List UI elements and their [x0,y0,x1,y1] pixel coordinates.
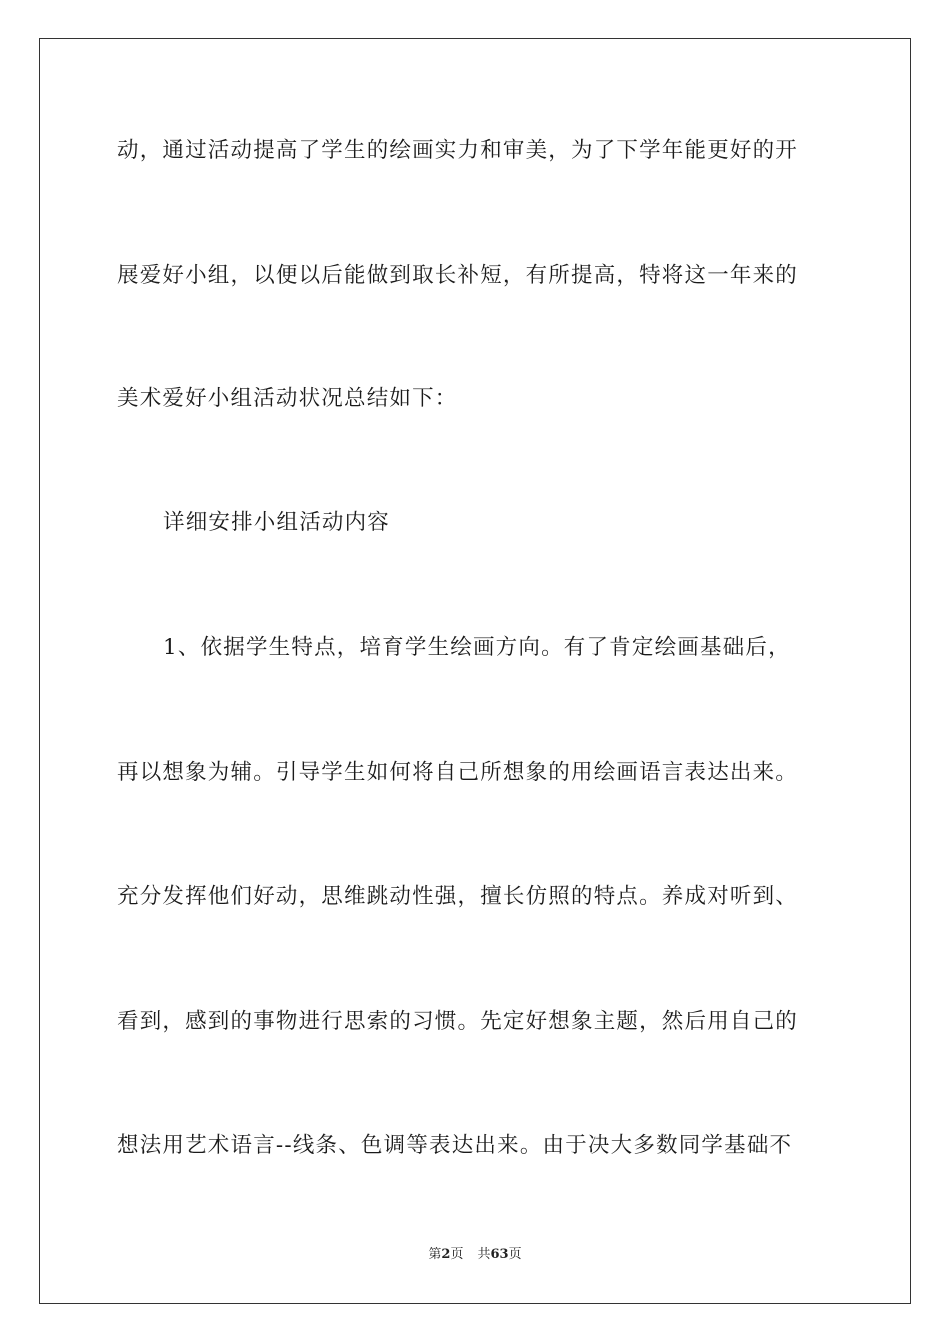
page-number: 2 [441,1247,451,1262]
body-line: 再以想象为辅。引导学生如何将自己所想象的用绘画语言表达出来。 [117,760,799,785]
total-pages: 63 [490,1247,509,1262]
section-heading: 详细安排小组活动内容 [163,510,391,535]
page-footer [0,1246,950,1264]
total-suffix: 页 [508,1247,522,1262]
total-prefix: 共 [477,1247,491,1262]
page-suffix: 页 [450,1247,464,1262]
body-line: 美术爱好小组活动状况总结如下： [117,386,458,411]
body-line: 充分发挥他们好动，思维跳动性强，擅长仿照的特点。养成对听到、 [117,884,799,909]
page-prefix: 第 [428,1247,442,1262]
body-line: 想法用艺术语言--线条、色调等表达出来。由于决大多数同学基础不 [117,1133,793,1158]
body-line: 看到，感到的事物进行思索的习惯。先定好想象主题，然后用自己的 [117,1009,799,1034]
body-line: 展爱好小组，以便以后能做到取长补短，有所提高，特将这一年来的 [117,263,799,288]
body-line: 1、依据学生特点，培育学生绘画方向。有了肯定绘画基础后， [163,635,791,660]
page-border [39,38,911,1304]
body-line: 动，通过活动提高了学生的绘画实力和审美，为了下学年能更好的开 [117,138,799,163]
